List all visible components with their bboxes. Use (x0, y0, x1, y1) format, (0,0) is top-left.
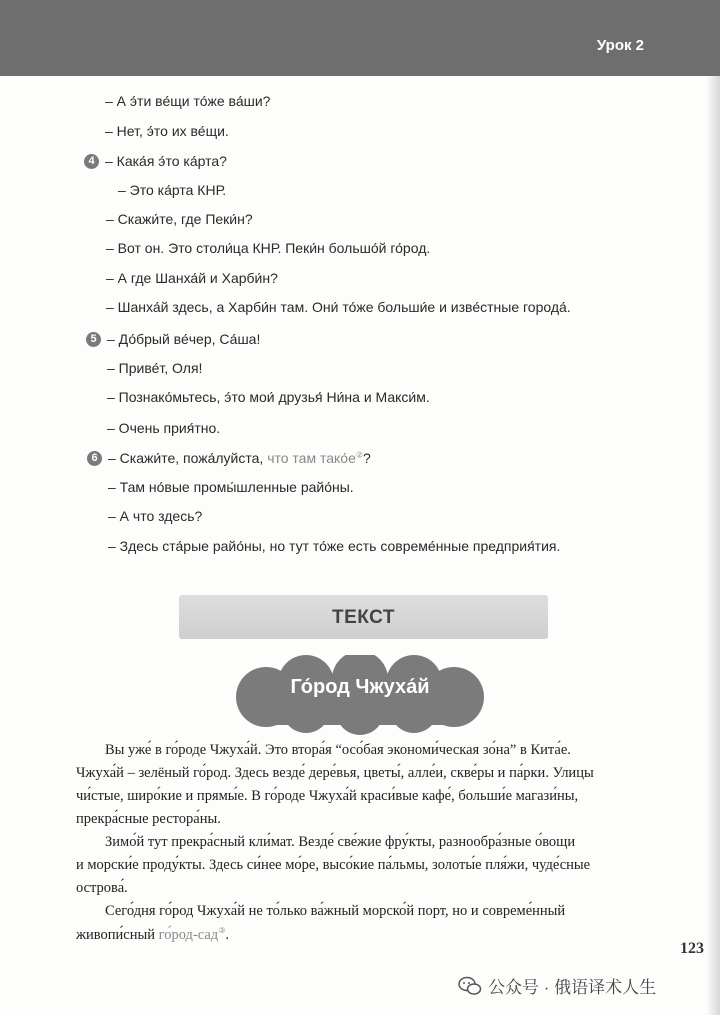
watermark (458, 973, 656, 998)
dialogue-line: – Познако́мьтесь, э́то мои́ друзья́ Ни́на и Макси́м. (107, 389, 430, 405)
dialogue-line-start: – Скажи́те, пожа́луйста, (108, 450, 268, 466)
paragraph-line: Чжуха́й – зелёный го́род. Здесь везде́ дере́вья, цветы́, алле́и, скве́ры и па́рки. Улицы (76, 765, 594, 781)
highlighted-phrase: что там тако́е (267, 450, 356, 466)
dialogue-line: – Приве́т, Оля! (107, 360, 203, 376)
dialogue-line: – А э́ти ве́щи то́же ва́ши? (105, 93, 271, 109)
paragraph-line: Сего́дня го́род Чжуха́й не то́лько ва́жный морско́й порт, но и совреме́нный (105, 903, 566, 919)
dialogue-number-badge: 4 (84, 154, 99, 169)
dialogue-line: – Там но́вые промы́шленные райо́ны. (108, 479, 354, 495)
page-number: 123 (680, 940, 704, 957)
dialogue-number-badge: 6 (87, 451, 102, 466)
dialogue-line: – Здесь ста́рые райо́ны, но тут то́же есть совреме́нные предприя́тия. (108, 538, 561, 554)
dialogue-line: – Очень прия́тно. (107, 420, 221, 436)
paragraph-line: чи́стые, широ́кие и прямы́е. В го́роде Чжуха́й краси́вые кафе́, больши́е магази́ны, (76, 788, 579, 804)
lesson-label: Урок 2 (596, 37, 644, 54)
paragraph-line-start: живопи́сный (76, 926, 159, 943)
dialogue-number-badge: 5 (86, 332, 101, 347)
footnote-marker: ③ (218, 926, 226, 935)
paragraph-line: прекра́сные рестора́ны. (76, 811, 221, 827)
paragraph-line: Зимо́й тут прекра́сный кли́мат. Везде́ све́жие фру́кты, разнообра́зные о́вощи (105, 834, 576, 850)
dialogue-line: – Шанха́й здесь, а Харби́н там. Они́ то́же больши́е и изве́стные города́. (106, 299, 571, 315)
dialogue-line: – А где Шанха́й и Харби́н? (106, 270, 278, 286)
dialogue-line: – Кака́я э́то ка́рта? (105, 153, 227, 169)
paragraph-line-last (76, 926, 229, 944)
highlighted-phrase: го́род-сад (158, 926, 219, 943)
page-edge-shadow (706, 76, 720, 1015)
footnote-marker: ② (355, 450, 364, 460)
dialogue-line: – Это ка́рта КНР. (118, 182, 227, 198)
paragraph-line: острова́. (76, 880, 128, 896)
watermark-text: 公众号 · 俄语译术人生 (488, 978, 657, 997)
question-mark: ? (363, 450, 371, 466)
text-title: Го́род Чжуха́й (290, 676, 430, 698)
paragraph-line: Вы уже́ в го́роде Чжуха́й. Это втора́я “осо́бая экономи́ческая зо́на” в Кита́е. (105, 742, 571, 758)
period: . (225, 926, 229, 943)
dialogue-line: – Скажи́те, где Пеки́н? (106, 211, 253, 227)
wechat-icon (458, 976, 482, 996)
dialogue-line: – Вот он. Это столи́ца КНР. Пеки́н большо́й го́род. (106, 240, 431, 256)
dialogue-line: – Нет, э́то их ве́щи. (105, 123, 229, 139)
dialogue-line: – А что здесь? (108, 508, 203, 524)
dialogue-line-question (108, 450, 371, 466)
section-label: ТЕКСТ (179, 595, 548, 639)
dialogue-line: – До́брый ве́чер, Са́ша! (107, 331, 261, 347)
paragraph-line: и морски́е проду́кты. Здесь си́нее мо́ре, высо́кие па́льмы, золоты́е пля́жи, чуде́сные (76, 857, 591, 873)
